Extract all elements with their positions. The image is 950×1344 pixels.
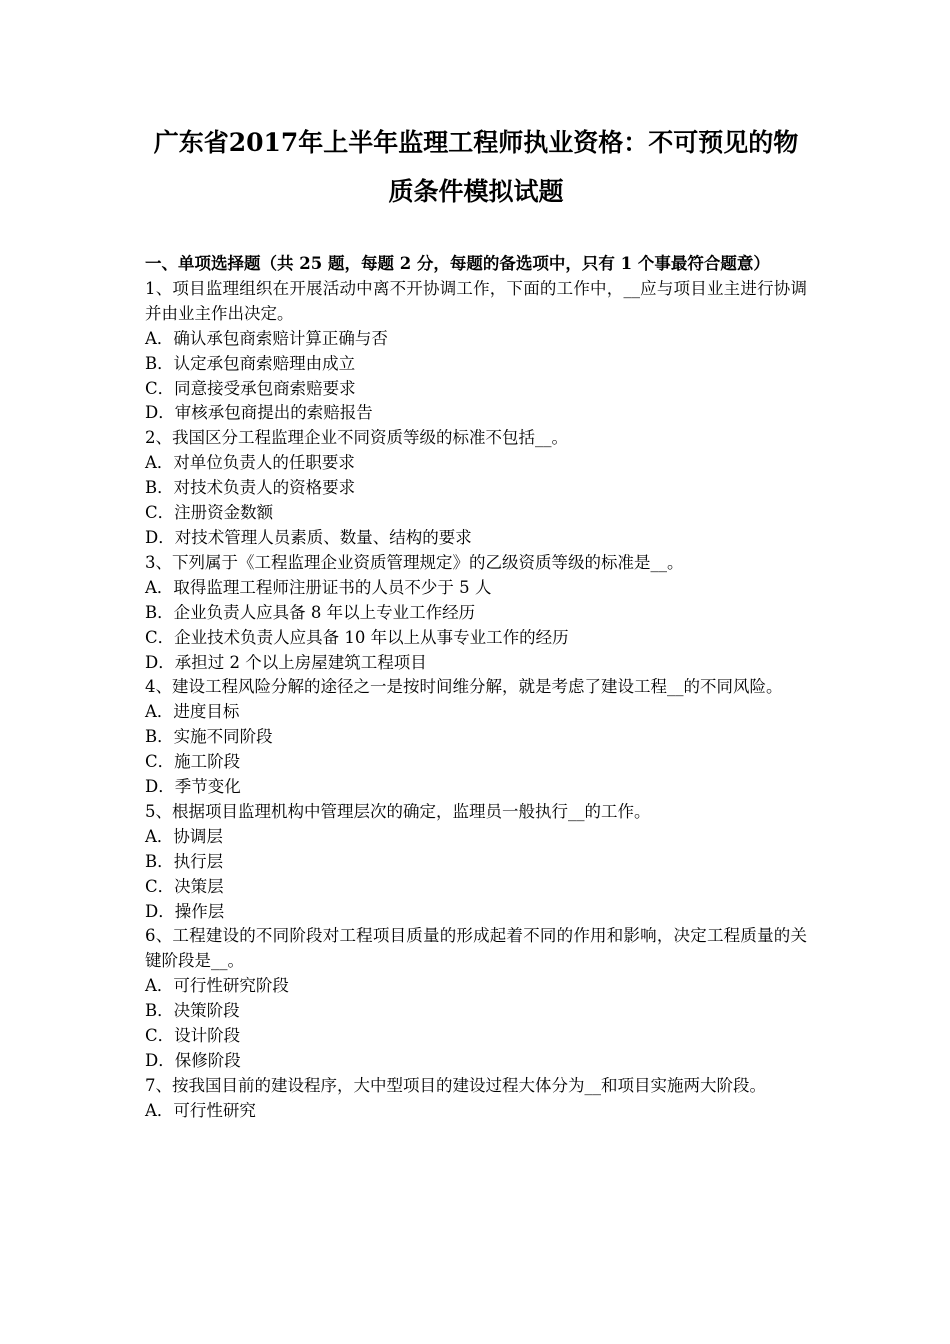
option-c: C．决策层 (145, 876, 224, 896)
question-stem: 2、我国区分工程监理企业不同资质等级的标准不包括__。 (145, 428, 568, 448)
question-1 (145, 277, 807, 426)
option-c: C．注册资金数额 (145, 503, 274, 523)
option-c: C．企业技术负责人应具备 10 年以上从事专业工作的经历 (145, 627, 569, 647)
option-b: B．对技术负责人的资格要求 (145, 478, 356, 498)
option-b: B．实施不同阶段 (145, 727, 273, 747)
option-d: D．操作层 (145, 901, 225, 921)
section-heading: 一、单项选择题（共 25 题，每题 2 分，每题的备选项中，只有 1 个事最符合题意） (145, 254, 770, 273)
document-title: 广东省2017年上半年监理工程师执业资格：不可预见的物质条件模拟试题 (153, 128, 799, 206)
question-5 (145, 800, 807, 925)
option-a: A．对单位负责人的任职要求 (145, 453, 355, 473)
option-a: A．协调层 (145, 826, 223, 846)
question-stem: 5、根据项目监理机构中管理层次的确定，监理员一般执行__的工作。 (145, 801, 651, 821)
option-b: B．企业负责人应具备 8 年以上专业工作经历 (145, 602, 476, 622)
option-a: A．可行性研究 (145, 1100, 256, 1120)
option-c: C．施工阶段 (145, 752, 241, 772)
question-list (145, 277, 807, 1124)
option-d: D．对技术管理人员素质、数量、结构的要求 (145, 527, 472, 547)
option-a: A．取得监理工程师注册证书的人员不少于 5 人 (145, 577, 492, 597)
question-3 (145, 551, 807, 676)
option-b: B．执行层 (145, 851, 224, 871)
question-stem: 7、按我国目前的建设程序，大中型项目的建设过程大体分为__和项目实施两大阶段。 (145, 1075, 766, 1095)
question-2 (145, 426, 807, 551)
question-4 (145, 675, 807, 800)
question-7 (145, 1074, 807, 1124)
question-stem: 4、建设工程风险分解的途径之一是按时间维分解，就是考虑了建设工程__的不同风险。 (145, 677, 783, 697)
option-c: C．同意接受承包商索赔要求 (145, 378, 356, 398)
question-stem: 1、项目监理组织在开展活动中离不开协调工作，下面的工作中，__应与项目业主进行协调并由业主作出决定。 (145, 278, 807, 323)
option-d: D．季节变化 (145, 777, 241, 797)
document-page (145, 118, 807, 1124)
option-a: A．确认承包商索赔计算正确与否 (145, 328, 388, 348)
question-stem: 6、工程建设的不同阶段对工程项目质量的形成起着不同的作用和影响，决定工程质量的关键阶段是__。 (145, 926, 807, 971)
option-a: A．进度目标 (145, 702, 240, 722)
option-d: D．审核承包商提出的索赔报告 (145, 403, 373, 423)
question-stem: 3、下列属于《工程监理企业资质管理规定》的乙级资质等级的标准是__。 (145, 552, 684, 572)
question-6 (145, 924, 807, 1073)
option-d: D．保修阶段 (145, 1051, 241, 1070)
option-b: B．决策阶段 (145, 1001, 240, 1021)
option-d: D．承担过 2 个以上房屋建筑工程项目 (145, 652, 427, 672)
option-b: B．认定承包商索赔理由成立 (145, 353, 356, 373)
option-c: C．设计阶段 (145, 1026, 241, 1046)
option-a: A．可行性研究阶段 (145, 976, 289, 996)
